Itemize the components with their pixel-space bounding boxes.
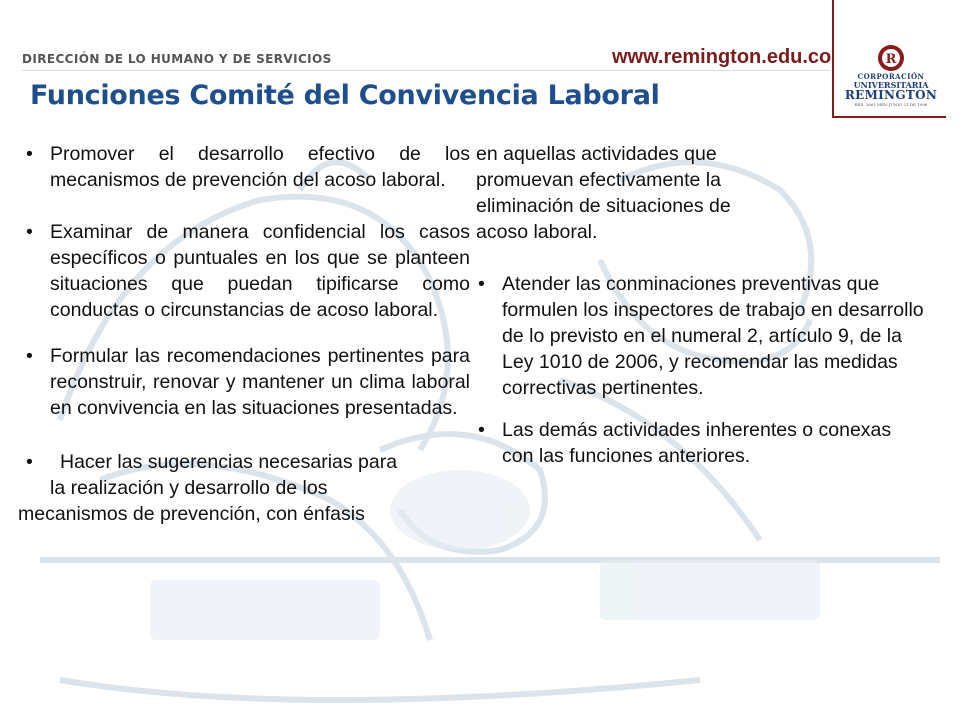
list-item [24,343,470,421]
list-item [476,271,936,401]
list-item-line: la realización y desarrollo de los [50,477,328,499]
right-column [476,141,936,469]
left-column [18,141,470,527]
list-item-text: Las demás actividades inherentes o conexas con las funciones anteriores. [502,419,892,467]
bullet: • [478,419,485,441]
logo-line-2: UNIVERSITARIA [853,80,929,90]
list-item-text: Promover el desarrollo efectivo de los mecanismos de prevención del acoso laboral. [50,143,470,191]
logo-line-3: REMINGTON [844,88,938,102]
list-item-text: Formular las recomendaciones pertinentes para reconstruir, renovar y mantener un clima laboral en convivencia en las situaciones presentadas. [50,345,470,419]
bullet: • [26,143,33,165]
list-item [476,417,936,469]
bullet: • [26,221,33,243]
list-item [24,219,470,323]
list-item-text: Atender las conminaciones preventivas que formulen los inspectores de trabajo en desarrollo de lo previsto en el numeral 2, artículo 9, de la Ley 1010 de 2006, y recomendar las medidas correctivas pertinentes. [502,273,924,399]
university-logo [832,0,946,118]
svg-text:R: R [885,52,897,67]
bullet: • [26,451,33,473]
header-divider [22,70,830,71]
logo-line-1: CORPORACIÓN [857,72,925,81]
page-title: Funciones Comité del Convivencia Laboral [30,80,660,111]
list-item-text: Examinar de manera confidencial los casos específicos o puntuales en los que se planteen situaciones que puedan tipificarse como conductas o circunstancias de acoso laboral. [50,221,470,321]
list-item-line: Hacer las sugerencias necesarias para [60,451,398,473]
bullet: • [478,273,485,295]
website-url[interactable]: www.remington.edu.co [612,46,832,68]
logo-resolution: RES. 2661 MEN JUNIO 21 DE 1996 [854,102,928,107]
continued-text: en aquellas actividades que promuevan efectivamente la eliminación de situaciones de acoso laboral. [476,143,731,243]
list-item-line: mecanismos de prevención, con énfasis [18,503,365,525]
bullet: • [26,345,33,367]
list-item [24,141,470,193]
shield-emblem-icon [877,44,905,72]
list-item [18,449,470,527]
section-header: DIRECCIÓN DE LO HUMANO Y DE SERVICIOS [22,52,332,66]
